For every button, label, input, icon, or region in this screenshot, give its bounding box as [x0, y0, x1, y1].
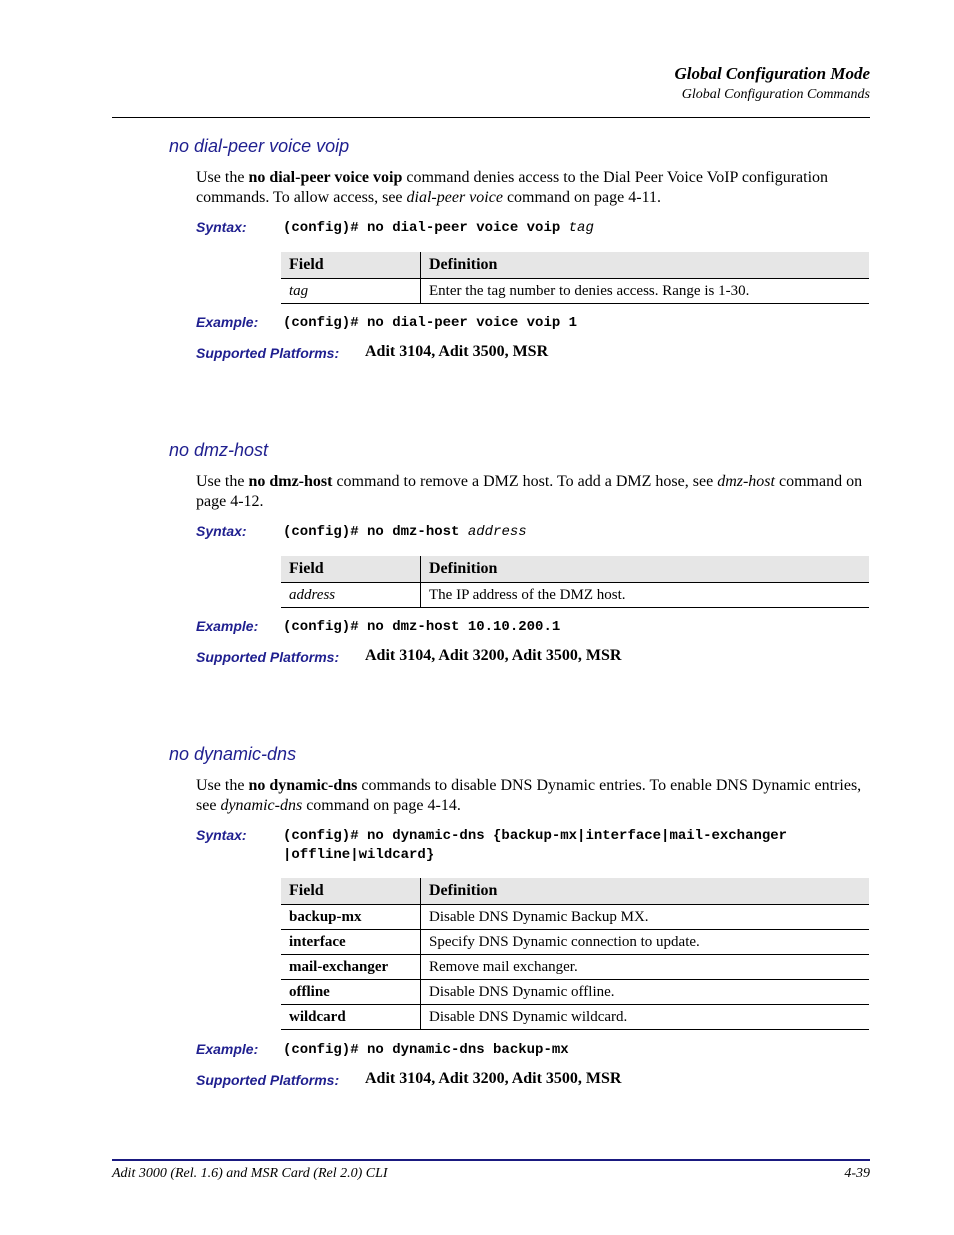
table-row	[281, 980, 869, 1005]
example-code: (config)# no dial-peer voice voip 1	[283, 315, 578, 331]
field-table	[281, 878, 869, 1030]
section-description: Use the no dmz-host command to remove a DMZ host. To add a DMZ hose, see dmz-host command on page 4-12.	[196, 473, 863, 510]
example-code: (config)# no dynamic-dns backup-mx	[283, 1042, 569, 1058]
cross-reference: dynamic-dns	[220, 797, 303, 814]
example-label: Example:	[196, 314, 259, 330]
syntax-code-line-1: (config)# no dynamic-dns {backup-mx|interface|mail-exchanger	[283, 828, 788, 844]
table-row	[281, 905, 869, 930]
field-cell: address	[281, 583, 421, 608]
syntax-code-line-2: |offline|wildcard}	[283, 847, 435, 863]
command-name: no dial-peer voice voip	[248, 169, 403, 186]
table-row	[281, 279, 869, 304]
field-header: Field	[281, 878, 421, 905]
definition-cell: Disable DNS Dynamic Backup MX.	[421, 905, 870, 930]
platforms-label: Supported Platforms:	[196, 345, 340, 361]
syntax-label: Syntax:	[196, 219, 247, 235]
definition-cell: Specify DNS Dynamic connection to update.	[421, 930, 870, 955]
definition-header: Definition	[421, 556, 870, 583]
footer-rule	[112, 1159, 870, 1161]
header-subtitle: Global Configuration Commands	[681, 87, 870, 102]
table-row	[281, 1005, 869, 1030]
field-table	[281, 556, 869, 608]
table-row	[281, 955, 869, 980]
footer-document-title: Adit 3000 (Rel. 1.6) and MSR Card (Rel 2.0) CLI	[112, 1166, 388, 1181]
cross-reference: dmz-host	[717, 473, 775, 490]
section-title: no dmz-host	[169, 440, 269, 460]
field-cell: mail-exchanger	[281, 955, 421, 980]
page-number: 4-39	[844, 1166, 870, 1181]
field-cell: wildcard	[281, 1005, 421, 1030]
command-name: no dmz-host	[248, 473, 333, 490]
example-code: (config)# no dmz-host 10.10.200.1	[283, 619, 561, 635]
field-cell: backup-mx	[281, 905, 421, 930]
section-title: no dial-peer voice voip	[169, 136, 350, 156]
header-title: Global Configuration Mode	[674, 64, 870, 83]
cross-reference: dial-peer voice	[406, 189, 503, 206]
table-row	[281, 583, 869, 608]
platforms-value: Adit 3104, Adit 3500, MSR	[365, 343, 549, 360]
section-title: no dynamic-dns	[169, 744, 297, 764]
example-label: Example:	[196, 618, 259, 634]
table-header-row	[281, 556, 869, 583]
table-row	[281, 930, 869, 955]
field-header: Field	[281, 252, 421, 279]
definition-header: Definition	[421, 252, 870, 279]
platforms-value: Adit 3104, Adit 3200, Adit 3500, MSR	[365, 647, 622, 664]
table-header-row	[281, 252, 869, 279]
definition-cell: Remove mail exchanger.	[421, 955, 870, 980]
example-label: Example:	[196, 1041, 259, 1057]
syntax-label: Syntax:	[196, 523, 247, 539]
platforms-label: Supported Platforms:	[196, 649, 340, 665]
definition-cell: Disable DNS Dynamic wildcard.	[421, 1005, 870, 1030]
section-description: Use the no dynamic-dns commands to disable DNS Dynamic entries. To enable DNS Dynamic entries, see dynamic-dns command on page 4-14.	[196, 777, 862, 814]
syntax-label: Syntax:	[196, 827, 247, 843]
definition-header: Definition	[421, 878, 870, 905]
syntax-code: (config)# no dial-peer voice voip tag	[283, 220, 594, 236]
field-header: Field	[281, 556, 421, 583]
field-cell: offline	[281, 980, 421, 1005]
section-description: Use the no dial-peer voice voip command denies access to the Dial Peer Voice VoIP configuration commands. To allow access, see dial-peer voice command on page 4-11.	[196, 169, 829, 206]
platforms-label: Supported Platforms:	[196, 1072, 340, 1088]
command-name: no dynamic-dns	[248, 777, 358, 794]
field-cell: tag	[281, 279, 421, 304]
platforms-value: Adit 3104, Adit 3200, Adit 3500, MSR	[365, 1070, 622, 1087]
field-table	[281, 252, 869, 304]
definition-cell: Enter the tag number to denies access. Range is 1-30.	[421, 279, 870, 304]
header-rule	[112, 117, 870, 118]
definition-cell: The IP address of the DMZ host.	[421, 583, 870, 608]
definition-cell: Disable DNS Dynamic offline.	[421, 980, 870, 1005]
field-cell: interface	[281, 930, 421, 955]
table-header-row	[281, 878, 869, 905]
syntax-code: (config)# no dmz-host address	[283, 524, 527, 540]
